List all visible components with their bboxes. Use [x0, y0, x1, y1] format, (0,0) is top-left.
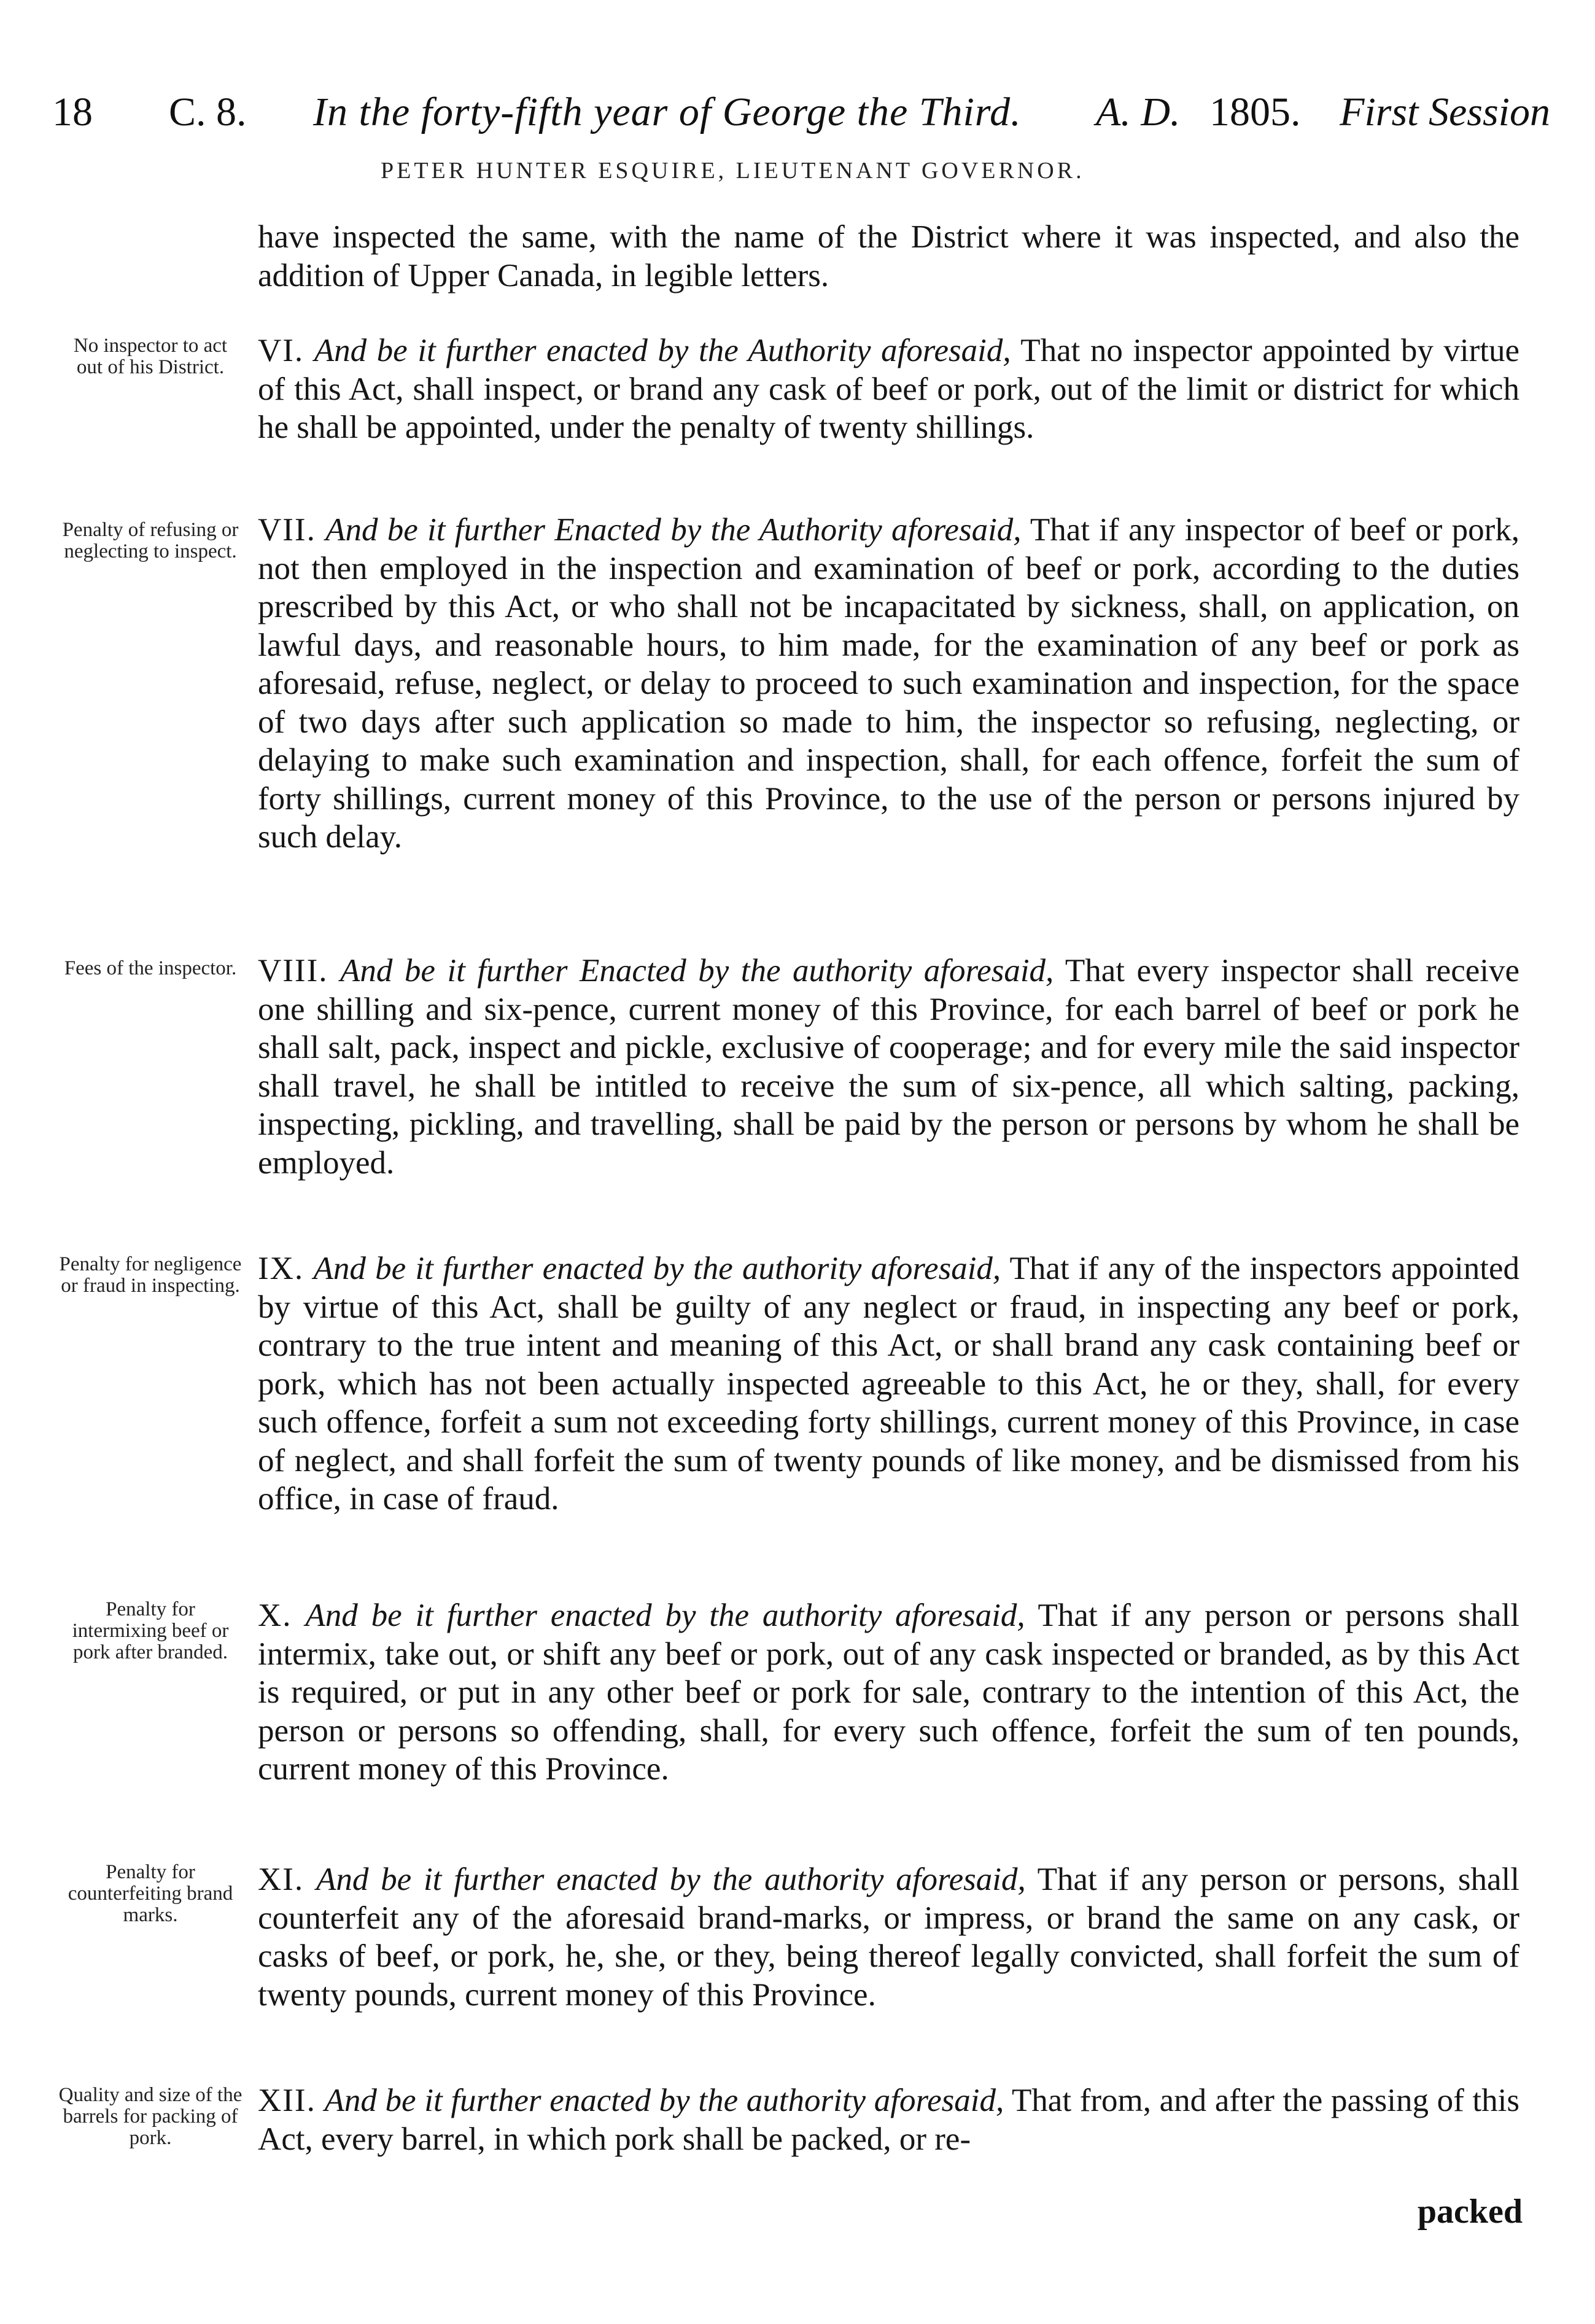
enacting-clause: And be it further Enacted by the Authority aforesaid,: [325, 512, 1022, 548]
section-x: [258, 1596, 1519, 1789]
section-text: That no inspector appointed by virtue of this Act, shall inspect, or brand any cask of beef or pork, out of the limit or district for which he shall be appointed, under the penalty of twenty shillings.: [258, 333, 1519, 445]
section-number: VIII.: [258, 953, 328, 989]
section-number: X.: [258, 1598, 292, 1633]
section-text: That if any person or persons, shall counterfeit any of the aforesaid brand-marks, or impress, or brand the same on any cask, or casks of beef, or pork, he, she, or they, being thereof legally convicted, shall forfeit the sum of twenty pounds, current money of this Province.: [258, 1862, 1520, 2013]
chapter-label: C. 8.: [169, 90, 247, 134]
governor-subheading: PETER HUNTER ESQUIRE, LIEUTENANT GOVERNOR.: [381, 158, 1085, 184]
year: 1805.: [1209, 90, 1301, 134]
margin-note-vi: No inspector to act out of his District.: [73, 335, 228, 378]
page-number: 18: [52, 90, 93, 134]
section-xii: [258, 2081, 1519, 2158]
margin-note-x: Penalty for intermixing beef or pork after branded.: [72, 1598, 229, 1663]
margin-note-xi: Penalty for counterfeiting brand marks.: [68, 1861, 233, 1926]
margin-note-viii: Fees of the inspector.: [64, 957, 237, 979]
section-number: VII.: [258, 512, 316, 548]
section-text: That if any of the inspectors appointed by virtue of this Act, shall be guilty of any neglect or fraud, in inspecting any beef or pork, contrary to the true intent and meaning of this Act, or shall brand any cask containing beef or pork, which has not been actually inspected agreeable to this Act, he or they, shall, for every such offence, forfeit a sum not exceeding forty shillings, current money of this Province, in case of neglect, and shall forfeit the sum of twenty pounds of like money, and be dismissed from his office, in case of fraud.: [258, 1251, 1519, 1517]
enacting-clause: And be it further enacted by the authority aforesaid,: [324, 2083, 1004, 2118]
enacting-clause: And be it further enacted by the authority aforesaid,: [316, 1862, 1026, 1897]
section-xi: [258, 1860, 1519, 2014]
running-head: [52, 89, 1550, 144]
section-continuation: [258, 218, 1519, 295]
margin-note-vii: Penalty of refusing or neglecting to inspect.: [62, 519, 239, 562]
section-number: XII.: [258, 2083, 316, 2118]
section-number: IX.: [258, 1251, 305, 1286]
enacting-clause: And be it further enacted by the authority aforesaid,: [305, 1598, 1025, 1633]
catchword: packed: [1417, 2193, 1523, 2231]
enacting-clause: And be it further enacted by the Authority aforesaid,: [314, 333, 1011, 368]
section-text: That from, and after the passing of this Act, every barrel, in which pork shall be packed, or re-: [258, 2083, 1520, 2157]
section-viii: [258, 952, 1519, 1182]
section-ix: [258, 1249, 1519, 1518]
section-vii: [258, 511, 1519, 857]
margin-note-xii: Quality and size of the barrels for packing of pork.: [58, 2084, 243, 2149]
section-text: That if any person or persons shall intermix, take out, or shift any beef or pork, out of any cask inspected or branded, as by this Act is required, or put in any other beef or pork for sale, contrary to the intention of this Act, the person or persons so offending, shall, for every such offence, forfeit the sum of ten pounds, current money of this Province.: [258, 1598, 1520, 1787]
section-text: That if any inspector of beef or pork, not then employed in the inspection and examination of beef or pork, according to the duties prescribed by this Act, or who shall not be incapacitated by sickness, shall, on application, on lawful days, and reasonable hours, to him made, for the examination of any beef or pork as aforesaid, refuse, neglect, or delay to proceed to such examination and inspection, for the space of two days after such application so made to him, the inspector so refusing, neglecting, or delaying to make such examination and inspection, shall, for each offence, forfeit the sum of forty shillings, current money of this Province, to the use of the person or persons injured by such delay.: [258, 512, 1520, 855]
running-title: In the forty-fifth year of George the Third.: [313, 90, 1022, 134]
margin-note-ix: Penalty for negligence or fraud in inspecting.: [59, 1253, 242, 1297]
section-number: VI.: [258, 333, 305, 368]
date-prefix: A. D.: [1096, 90, 1181, 134]
section-text: have inspected the same, with the name of the District where it was inspected, and also the addition of Upper Canada, in legible letters.: [258, 219, 1519, 293]
enacting-clause: And be it further Enacted by the authority aforesaid,: [340, 953, 1054, 989]
section-vi: [258, 332, 1519, 447]
session-label: First Session: [1340, 90, 1550, 134]
section-number: XI.: [258, 1862, 305, 1897]
enacting-clause: And be it further enacted by the authority aforesaid,: [313, 1251, 1001, 1286]
section-text: That every inspector shall receive one shilling and six-pence, current money of this Province, for each barrel of beef or pork he shall salt, pack, inspect and pickle, exclusive of cooperage; and for every mile the said inspector shall travel, he shall be intitled to receive the sum of six-pence, all which salting, packing, inspecting, pickling, and travelling, shall be paid by the person or persons by whom he shall be employed.: [258, 953, 1519, 1181]
